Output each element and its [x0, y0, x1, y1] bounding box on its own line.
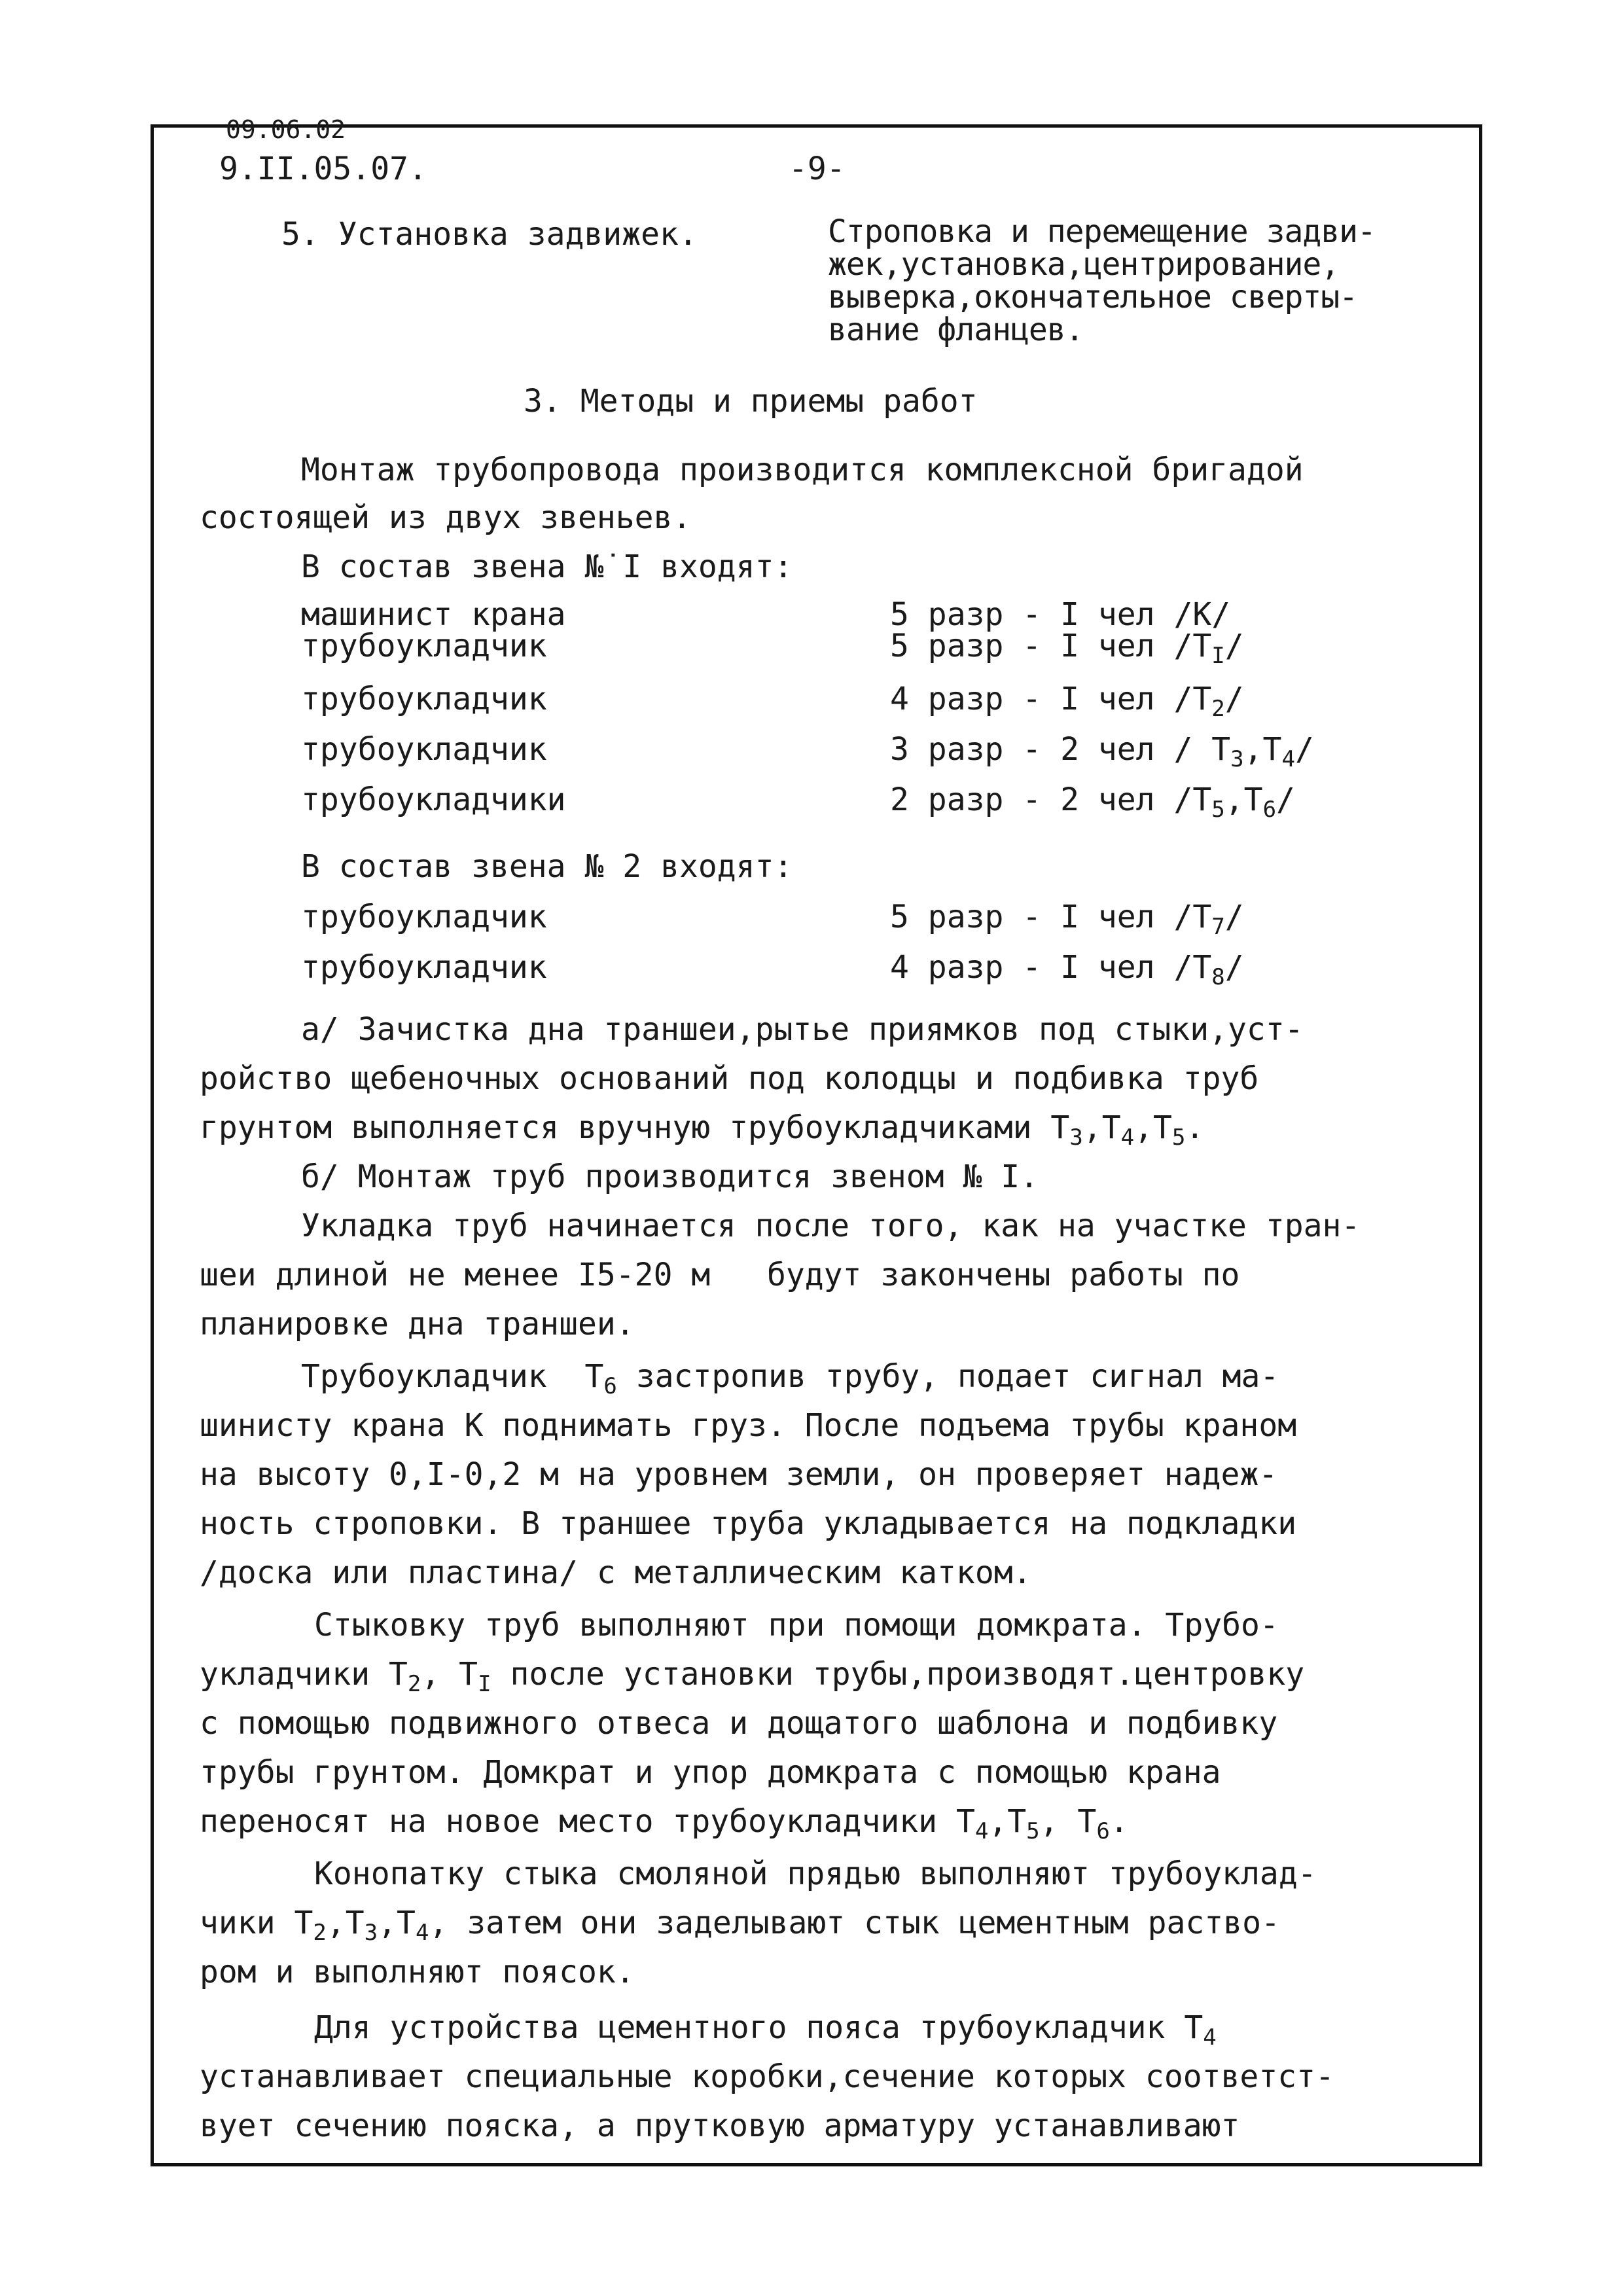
- para-a-3: грунтом выполняется вручную трубоукладчиками $Т_3,Т_4,Т_5$.: [200, 1109, 1205, 1151]
- crew2-role: трубоукладчик: [301, 949, 547, 986]
- para-f-1: Конопатку стыка смоляной прядью выполняют трубоуклад-: [314, 1856, 1317, 1892]
- crew1-role: трубоукладчик: [301, 681, 547, 717]
- section-title: 3. Методы и приемы работ: [524, 383, 978, 420]
- step-desc-1: Строповка и перемещение задви-: [828, 213, 1376, 250]
- step-desc-2: жек,установка,центрирование,: [828, 246, 1340, 283]
- crew1-role: трубоукладчики: [301, 781, 566, 818]
- para-g-3: вует сечению пояска, а прутковую арматуру устанавливают: [200, 2108, 1240, 2144]
- intro-line-2: состоящей из двух звеньев.: [200, 499, 692, 536]
- crew1-role: машинист крана: [301, 596, 566, 633]
- para-e-4: трубы грунтом. Домкрат и упор домкрата с помощью крана: [200, 1754, 1221, 1791]
- para-f-3: ром и выполняют поясок.: [200, 1954, 635, 1990]
- crew2-rank: 4 разр - I чел $/Т_8/$: [890, 949, 1244, 990]
- para-d-2: шинисту крана К поднимать груз. После подъема трубы краном: [200, 1407, 1297, 1444]
- crew1-heading: В состав звена №˙I входят:: [301, 548, 793, 585]
- archive-code: 09.06.02: [226, 115, 346, 144]
- page-number: -9-: [789, 151, 846, 187]
- para-d-4: ность строповки. В траншее труба укладывается на подкладки: [200, 1505, 1297, 1542]
- para-c-3: планировке дна траншеи.: [200, 1306, 635, 1342]
- document-code: 9.II.05.07.: [219, 151, 427, 187]
- crew1-rank: 4 разр - I чел $/Т_2/$: [890, 681, 1244, 722]
- para-f-2: чики $Т_2,Т_3,Т_4$, затем они заделывают стык цементным раство-: [200, 1905, 1280, 1946]
- crew1-rank: 5 разр - I чел /К/: [890, 596, 1231, 633]
- para-a-2: ройство щебеночных оснований под колодцы и подбивка труб: [200, 1060, 1259, 1097]
- crew1-rank: 2 разр - 2 чел $/Т_5,Т_6/$: [890, 781, 1295, 823]
- para-d-3: на высоту 0,I-0,2 м на уровнем земли, он проверяет надеж-: [200, 1456, 1278, 1493]
- crew1-role: трубоукладчик: [301, 628, 547, 664]
- para-e-3: с помощью подвижного отвеса и дощатого шаблона и подбивку: [200, 1705, 1278, 1742]
- para-e-1: Стыковку труб выполняют при помощи домкрата. Трубо-: [314, 1607, 1279, 1643]
- para-d-5: /доска или пластина/ с металлическим катком.: [200, 1554, 1032, 1591]
- crew2-heading: В состав звена № 2 входят:: [301, 848, 793, 885]
- para-g-2: устанавливает специальные коробки,сечение которых соответст-: [200, 2058, 1334, 2095]
- para-d-1: Трубоукладчик $Т_6$ застропив трубу, подает сигнал ма-: [301, 1358, 1279, 1399]
- step-title: 5. Установка задвижек.: [281, 216, 698, 253]
- para-a-1: а/ Зачистка дна траншеи,рытье приямков под стыки,уст-: [301, 1011, 1304, 1048]
- step-desc-3: выверка,окончательное сверты-: [828, 279, 1358, 315]
- para-g-1: Для устройства цементного пояса трубоукладчик $Т_4$: [314, 2009, 1217, 2051]
- crew1-rank: 5 разр - I чел $/Т_I/$: [890, 628, 1244, 669]
- para-e-5: переносят на новое место трубоукладчики $Т_4,Т_5$, $Т_6$.: [200, 1803, 1129, 1844]
- crew1-role: трубоукладчик: [301, 731, 547, 768]
- para-b: б/ Монтаж труб производится звеном № I.: [301, 1158, 1039, 1195]
- intro-line-1: Монтаж трубопровода производится комплексной бригадой: [301, 452, 1304, 488]
- para-e-2: укладчики $Т_2$, $Т_I$ после установки трубы,производят.центровку: [200, 1656, 1305, 1697]
- para-c-2: шеи длиной не менее I5-20 м будут закончены работы по: [200, 1257, 1240, 1293]
- para-c-1: Укладка труб начинается после того, как на участке тран-: [301, 1208, 1361, 1244]
- crew2-rank: 5 разр - I чел $/Т_7/$: [890, 899, 1244, 940]
- crew1-rank: 3 разр - 2 чел / $Т_3,Т_4/$: [890, 731, 1314, 772]
- step-desc-4: вание фланцев.: [828, 312, 1084, 348]
- crew2-role: трубоукладчик: [301, 899, 547, 935]
